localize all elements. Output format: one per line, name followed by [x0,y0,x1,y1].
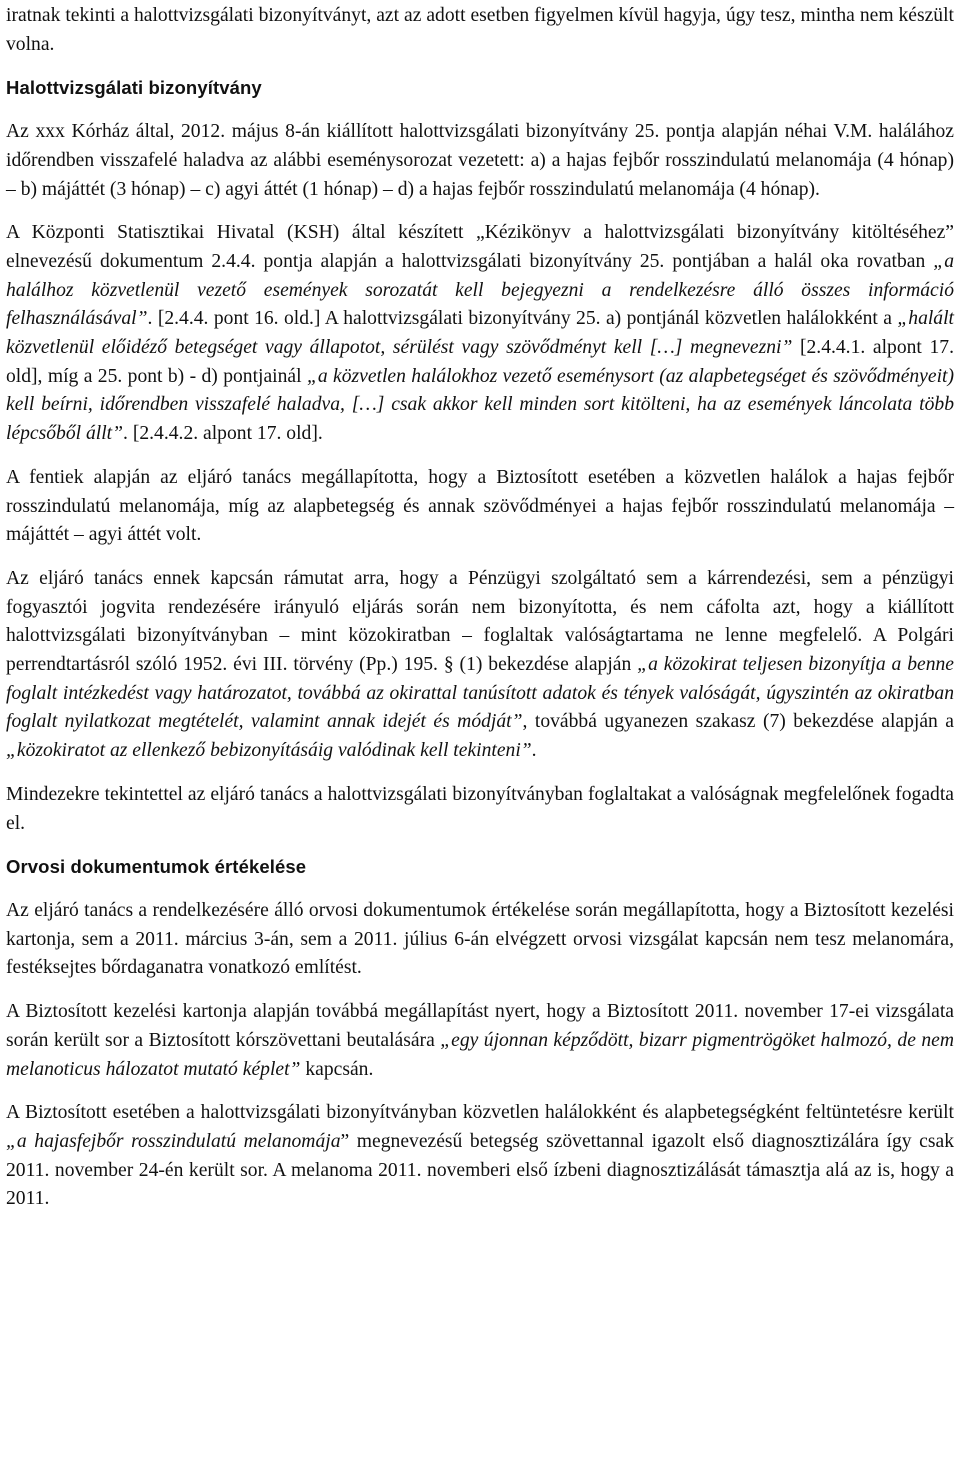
paragraph-intro [6,2,954,59]
paragraph-treatment-card [6,998,954,1084]
paragraph-text: . [2.4.4. pont 16. old.] A halottvizsgálati bizonyítvány 25. a) pontjánál közvetlen halálokként a [147,308,898,330]
paragraph-text: A Központi Statisztikai Hivatal (KSH) által készített „Kézikönyv a halottvizsgálati bizonyítvány kitöltéséhez” elnevezésű dokumentum 2.4.4. pontja alapján a halottvizsgálati bizonyítvány 25. pontjában a halál oka rovatban [6,222,954,272]
paragraph-text: Az eljáró tanács ennek kapcsán rámutat arra, hogy a Pénzügyi szolgáltató sem a kárrendezési, sem a pénzügyi fogyasztói jogvita rendezésére irányuló eljárás során nem bizonyította, és nem cáfolta azt, hogy a kiállított halottvizsgálati bizonyítványban – mint közokiratban – foglaltak valóságtartama ne lenne megfelelő. A Polgári perrendtartásról szóló 1952. évi III. törvény (Pp.) 195. § (1) bekezdése alapján [6,567,954,676]
quote-italic: „a hajasfejbőr rosszindulatú melanomája [6,1130,341,1152]
paragraph-text: . [531,740,537,762]
paragraph-text: iratnak tekinti a halottvizsgálati bizonyítványt, azt az adott esetben figyelmen kívül hagyja, úgy tesz, mintha nem készült volna. [6,5,954,55]
paragraph-text: Mindezekre tekintettel az eljáró tanács a halottvizsgálati bizonyítványban foglaltakat a valóságnak megfelelőnek fogadta el. [6,783,954,834]
quote-italic: „egy újonnan képződött, bizarr pigmentrögöket halmozó, de nem melanoticus hálozatot mutató képlet” [6,1029,954,1080]
quote-italic: „a közokirat teljesen bizonyítja a benne foglalt intézkedést vagy határozatot, továbbá az okirattal tanúsított adatok és tények valóságát, úgyszintén az okiratban foglalt nyilatkozat megtételét, valamint annak idejét és módját” [6,654,954,733]
paragraph-text: A Biztosított kezelési kartonja alapján továbbá megállapítást nyert, hogy a Biztosított 2011. november 17-ei vizsgálata során került sor a Biztosított kórszövettani beutalására [6,1001,954,1051]
paragraph-ksh-handbook [6,219,954,449]
section-heading-orvosi-dokumentumok: Orvosi dokumentumok értékelése [6,856,307,878]
paragraph-text: [2.4.4.1. alpont 17. old], míg a 25. pont b) - d) pontjainál [6,337,954,387]
quote-italic: „a halálhoz közvetlenül vezető események sorozatát kell bejegyezni a rendelkezésre álló összes információ felhasználásával” [6,250,954,330]
quote-italic: „közokiratot az ellenkező bebizonyításáig valódinak kell tekinteni” [6,740,532,762]
paragraph-diagnosis [6,1099,954,1214]
paragraph-conclusion [6,464,954,550]
paragraph-text: A fentiek alapján az eljáró tanács megállapította, hogy a Biztosított esetében a közvetlen halálok a hajas fejbőr rosszindulatú melanomája, míg az alapbetegség és annak szövődményei a hajas fejbőr rosszindulatú melanomája – májáttét – agyi áttét volt. [6,466,954,546]
paragraph-public-document [6,565,954,766]
paragraph-text: ” megnevezésű betegség szövettannal igazolt első diagnosztizálára így csak 2011. november 24-én került sor. A melanoma 2011. novemberi első ízbeni diagnosztizálását támasztja alá az is, hogy a 2011. [6,1130,954,1210]
paragraph-text: , továbbá ugyanezen szakasz (7) bekezdése alapján a [522,711,954,733]
quote-italic: „a közvetlen halálokhoz vezető eseménysort (az alapbetegséget és szövődményeit) kell beírni, időrendben visszafelé haladva, […] csak akkor kell minden sort kitölteni, ha az események láncolata több lépcsőből állt” [6,365,954,445]
paragraph-accepted [6,781,954,838]
paragraph-text: . [2.4.4.2. alpont 17. old]. [123,423,323,445]
quote-italic: „halált közvetlenül előidéző betegséget vagy állapotot, sérülést vagy szövődményt kell […] megnevezni” [6,308,954,359]
section-heading-halottvizsgalati: Halottvizsgálati bizonyítvány [6,77,262,99]
paragraph-medical-review [6,897,954,983]
paragraph-text: Az xxx Kórház által, 2012. május 8-án kiállított halottvizsgálati bizonyítvány 25. pontja alapján néhai V.M. halálához időrendben visszafelé haladva az alábbi eseménysorozat vezetett: a) a hajas fejbőr rosszindulatú melanomája (4 hónap) – b) májáttét (3 hónap) – c) agyi áttét (1 hónap) – d) a hajas fejbőr rosszindulatú melanomája (4 hónap). [6,121,954,200]
paragraph-text: Az eljáró tanács a rendelkezésére álló orvosi dokumentumok értékelése során megállapította, hogy a Biztosított kezelési kartonja, sem a 2011. március 3-án, sem a 2011. július 6-án elvégzett orvosi vizsgálat kapcsán nem tesz melanomára, festéksejtes bőrdaganatra vonatkozó említést. [6,899,954,979]
paragraph-text: kapcsán. [300,1058,374,1080]
paragraph-text: A Biztosított esetében a halottvizsgálati bizonyítványban közvetlen halálokként és alapbetegségként feltüntetésre került [6,1102,954,1124]
paragraph-certificate [6,118,954,204]
